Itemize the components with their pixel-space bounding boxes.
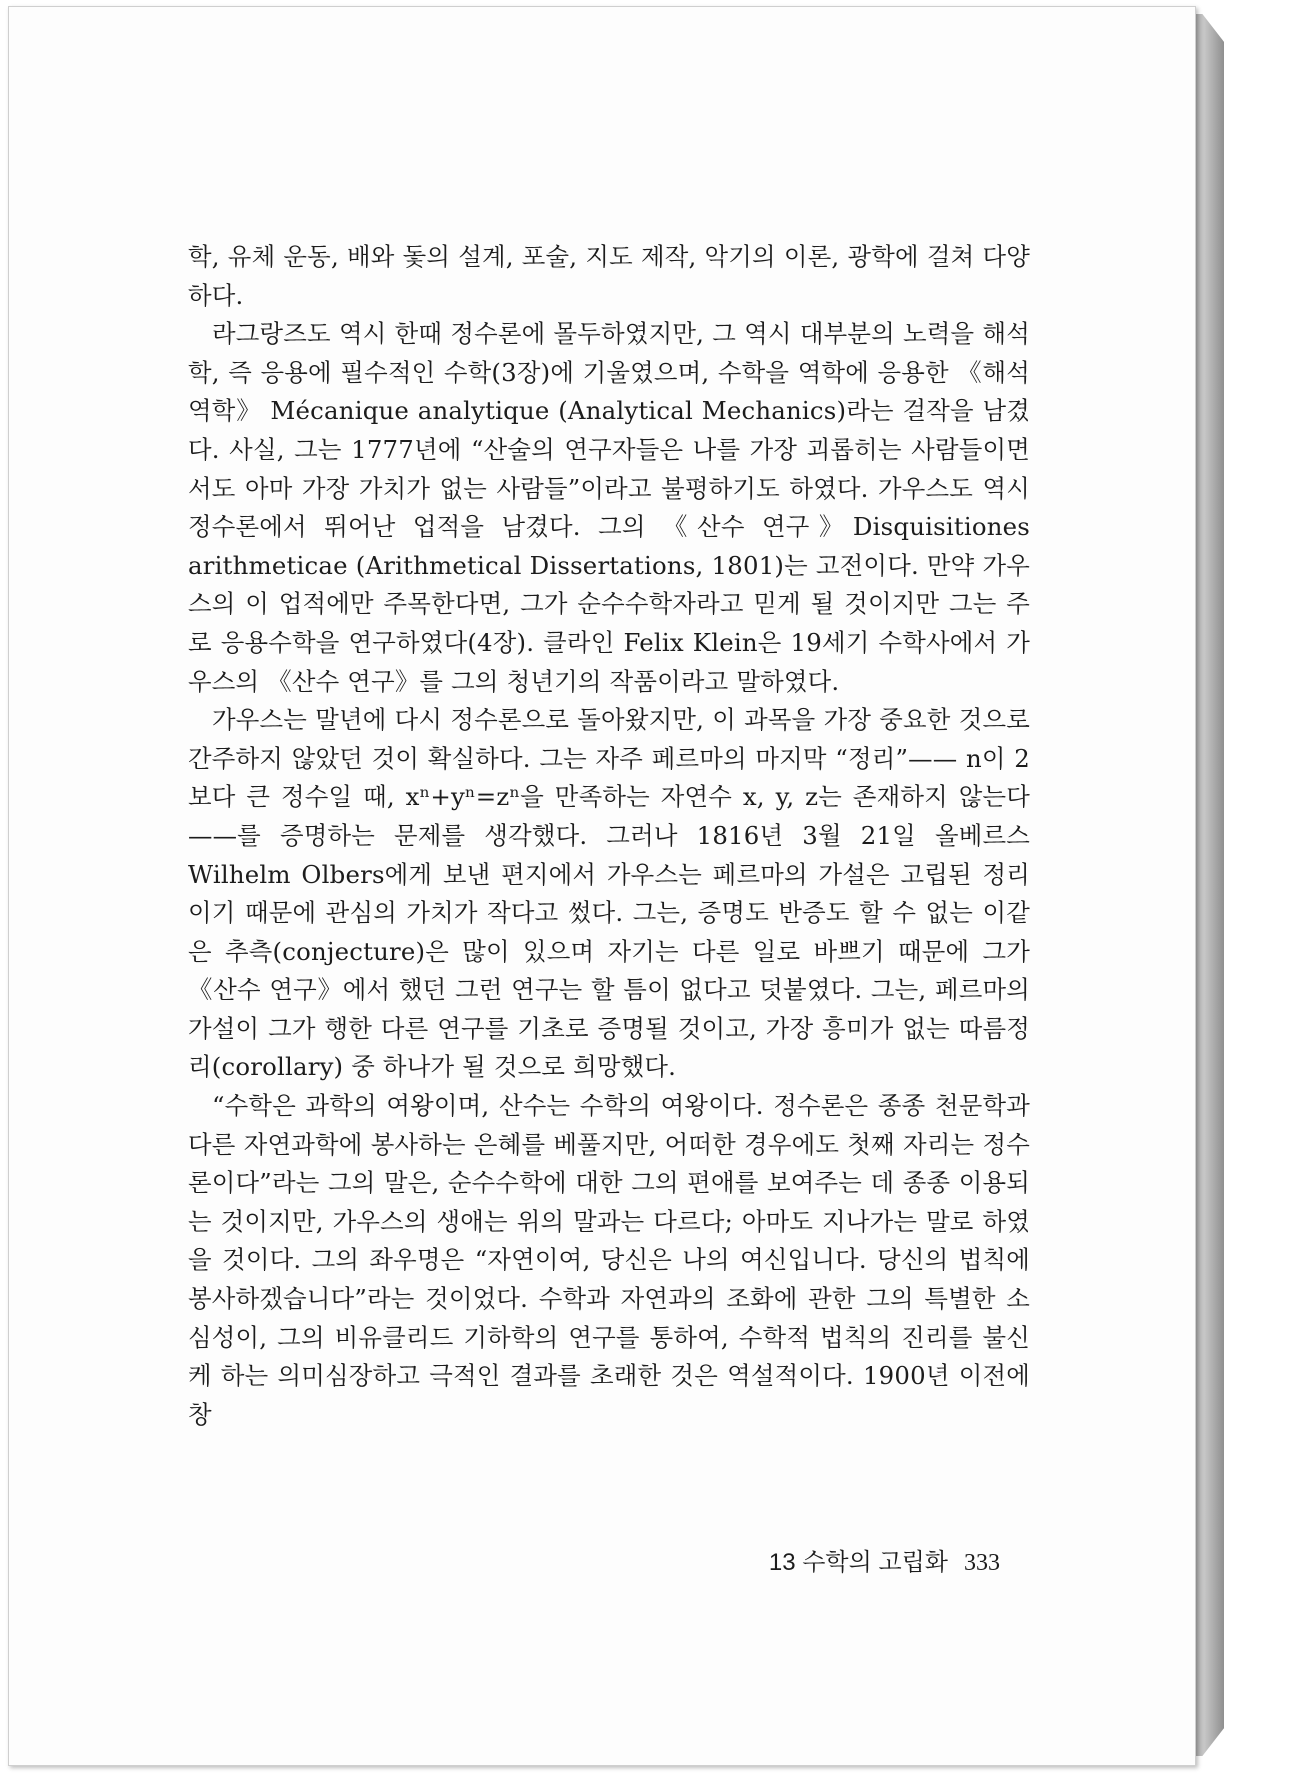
paragraph-3: 가우스는 말년에 다시 정수론으로 돌아왔지만, 이 과목을 가장 중요한 것으로 간주하지 않았던 것이 확실하다. 그는 자주 페르마의 마지막 “정리”—— n이 2보다 큰 정수일 때, xⁿ+yⁿ=zⁿ을 만족하는 자연수 x, y, z는 존재하지 않는다——를 증명하는 문제를 생각했다. 그러나 1816년 3월 21일 올베르스 Wilhelm Olbers에게 보낸 편지에서 가우스는 페르마의 가설은 고립된 정리이기 때문에 관심의 가치가 작다고 썼다. 그는, 증명도 반증도 할 수 없는 이같은 추측(conjecture)은 많이 있으며 자기는 다른 일로 바쁘기 때문에 그가 《산수 연구》에서 했던 그런 연구는 할 틈이 없다고 덧붙였다. 그는, 페르마의 가설이 그가 행한 다른 연구를 기초로 증명될 것이고, 가장 흥미가 없는 따름정리(corollary) 중 하나가 될 것으로 희망했다.	[188, 705, 1030, 1082]
paragraph-2: 라그랑즈도 역시 한때 정수론에 몰두하였지만, 그 역시 대부분의 노력을 해석학, 즉 응용에 필수적인 수학(3장)에 기울였으며, 수학을 역학에 응용한 《해석역학》 Mécanique analytique (Analytical Mechanics)라는 걸작을 남겼다. 사실, 그는 1777년에 “산술의 연구자들은 나를 가장 괴롭히는 사람들이면서도 아마 가장 가치가 없는 사람들”이라고 불평하기도 하였다. 가우스도 역시 정수론에서 뛰어난 업적을 남겼다. 그의 《산수 연구》Disquisitiones arithmeticae (Arithmetical Dissertations, 1801)는 고전이다. 만약 가우스의 이 업적에만 주목한다면, 그가 순수수학자라고 믿게 될 것이지만 그는 주로 응용수학을 연구하였다(4장). 클라인 Felix Klein은 19세기 수학사에서 가우스의 《산수 연구》를 그의 청년기의 작품이라고 말하였다.	[188, 319, 1030, 696]
body-text	[188, 238, 1030, 1434]
running-footer	[760, 1542, 1000, 1577]
chapter-title: 13 수학의 고립화	[768, 1549, 948, 1576]
paragraph-4: “수학은 과학의 여왕이며, 산수는 수학의 여왕이다. 정수론은 종종 천문학과 다른 자연과학에 봉사하는 은혜를 베풀지만, 어떠한 경우에도 첫째 자리는 정수론이다”라는 그의 말은, 순수수학에 대한 그의 편애를 보여주는 데 종종 이용되는 것이지만, 가우스의 생애는 위의 말과는 다르다; 아마도 지나가는 말로 하였을 것이다. 그의 좌우명은 “자연이여, 당신은 나의 여신입니다. 당신의 법칙에 봉사하겠습니다”라는 것이었다. 수학과 자연과의 조화에 관한 그의 특별한 소심성이, 그의 비유클리드 기하학의 연구를 통하여, 수학적 법칙의 진리를 불신케 하는 의미심장하고 극적인 결과를 초래한 것은 역설적이다. 1900년 이전에 창	[188, 1091, 1030, 1429]
paragraph-1: 학, 유체 운동, 배와 돛의 설계, 포술, 지도 제작, 악기의 이론, 광학에 걸쳐 다양하다.	[188, 242, 1030, 310]
page-number: 333	[964, 1550, 1000, 1576]
